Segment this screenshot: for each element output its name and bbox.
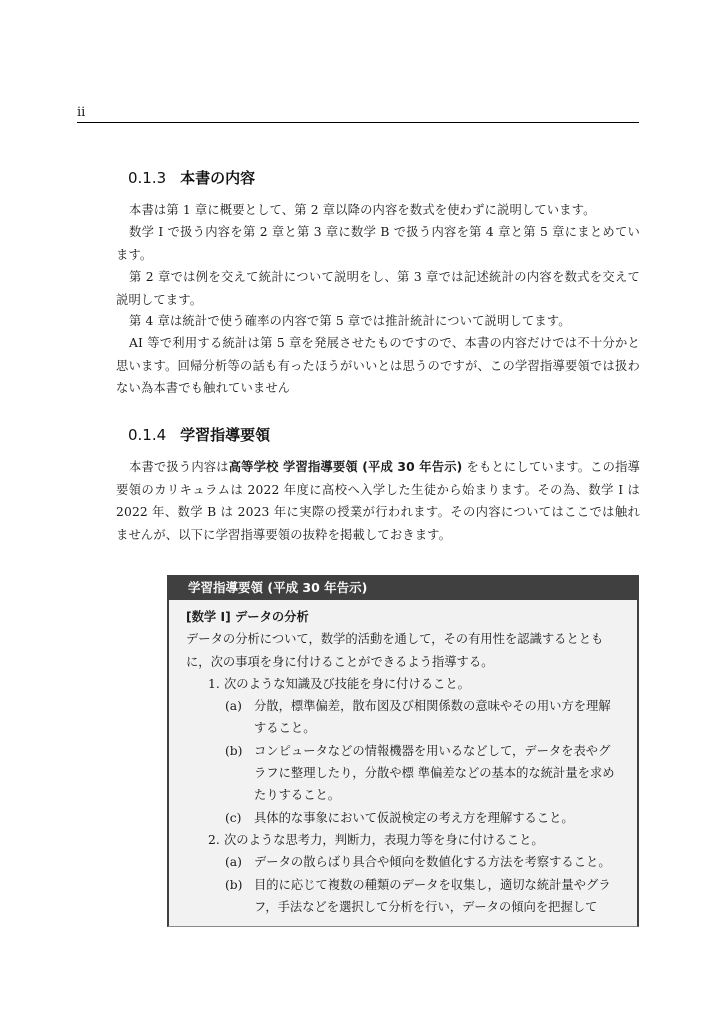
- list-item: [186, 673, 621, 695]
- item-label: (c): [225, 810, 242, 825]
- item-text: 次のような知識及び技能を身に付けること。: [224, 676, 470, 691]
- paragraph: 第 2 章では例を交えて統計について説明をし、第 3 章では記述統計の内容を数式を交えて説明してます。: [116, 270, 640, 307]
- section-heading-0-1-4: [128, 424, 270, 445]
- item-label: 1.: [208, 676, 220, 691]
- paragraph: AI 等で利用する統計は第 5 章を発展させたものですので、本書の内容だけでは不十分かと思います。回帰分析等の話も有ったほうがいいとは思うのですが、この学習指導要領では扱わない為本書でも触れていません: [116, 336, 640, 395]
- section-heading-0-1-3: [128, 167, 255, 188]
- item-text: 目的に応じて複数の種類のデータを収集し，適切な統計量やグラフ，手法などを選択して分析を行い，データの傾向を把握して: [254, 877, 611, 914]
- section-title: 学習指導要領: [180, 426, 271, 444]
- paragraph: 第 4 章は統計で使う確率の内容で第 5 章では推計統計について説明してます。: [129, 314, 571, 328]
- section-title: 本書の内容: [180, 169, 256, 187]
- sub-list-item: [186, 874, 621, 919]
- box-body: [169, 600, 637, 918]
- paragraph-prefix: 本書で扱う内容は: [129, 460, 229, 474]
- sub-list-item: [186, 740, 621, 807]
- guideline-excerpt-box: [167, 575, 639, 927]
- item-text: データの散らばり具合や傾向を数値化する方法を考察すること。: [254, 855, 611, 870]
- item-text: コンピュータなどの情報機器を用いるなどして，データを表やグラフに整理したり，分散や標 準偏差などの基本的な統計量を求めたりすること。: [254, 743, 615, 803]
- page-number: ii: [77, 105, 86, 120]
- item-text: 分散，標準偏差，散布図及び相関係数の意味やその用い方を理解すること。: [254, 699, 611, 736]
- box-intro: データの分析について，数学的活動を通して，その有用性を認識するとともに，次の事項を身に付けることができるよう指導する。: [186, 632, 604, 669]
- guideline-reference: 高等学校 学習指導要領 (平成 30 年告示): [228, 460, 463, 474]
- sub-list-item: [186, 851, 621, 873]
- item-label: (b): [225, 877, 243, 892]
- paragraph: 数学 I で扱う内容を第 2 章と第 3 章に数学 B で扱う内容を第 4 章と第 5 章にまとめています。: [116, 225, 640, 262]
- list-item: [186, 829, 621, 851]
- item-label: (a): [225, 699, 242, 714]
- item-label: (b): [225, 743, 243, 758]
- sub-list-item: [186, 695, 621, 740]
- running-header: [77, 106, 639, 123]
- paragraph: 本書は第 1 章に概要として、第 2 章以降の内容を数式を使わずに説明しています。: [129, 203, 596, 217]
- sub-list-item: [186, 807, 621, 829]
- paragraph-guidelines: [116, 456, 640, 546]
- item-text: 次のような思考力，判断力，表現力等を身に付けること。: [224, 832, 544, 847]
- item-label: 2.: [208, 832, 220, 847]
- paragraph-suffix: をもとにしています。この指導要領のカリキュラムは 2022 年度に高校へ入学した生徒から始まります。その為、数学 I は 2022 年、数学 B は 2023 年に実際の授業が行われます。その内容についてはここでは触れませんが、以下に学習指導要領の抜粋を掲載しておきます。: [116, 460, 640, 542]
- item-label: (a): [225, 855, 242, 870]
- box-title: 学習指導要領 (平成 30 年告示): [169, 575, 637, 600]
- box-subtitle: [数学 I] データの分析: [186, 610, 309, 624]
- section-number: 0.1.4: [128, 426, 167, 444]
- section-number: 0.1.3: [128, 169, 167, 187]
- item-text: 具体的な事象において仮説検定の考え方を理解すること。: [254, 810, 574, 825]
